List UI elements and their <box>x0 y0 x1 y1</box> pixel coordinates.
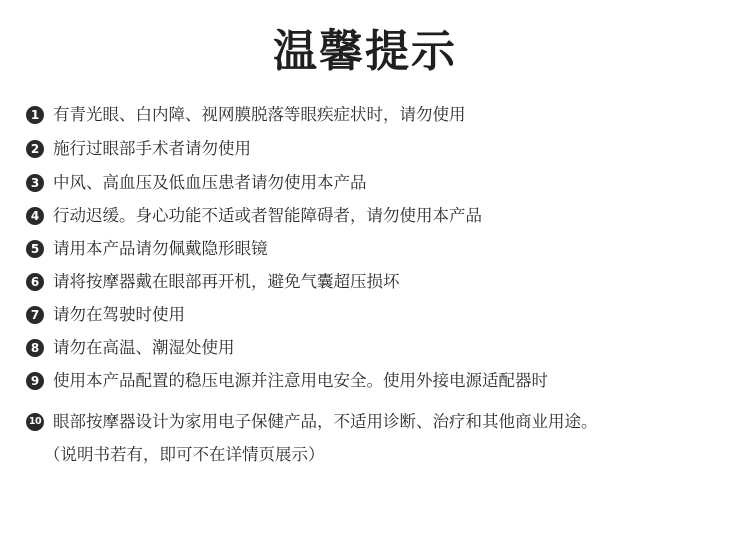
notice-text: 有青光眼、白内障、视网膜脱落等眼疾症状时，请勿使用 <box>53 105 466 124</box>
number-marker: 5 <box>26 240 44 258</box>
number-marker: 4 <box>26 207 44 225</box>
notice-text: 行动迟缓。身心功能不适或者智能障碍者，请勿使用本产品 <box>53 206 482 225</box>
notice-text: 施行过眼部手术者请勿使用 <box>53 139 251 158</box>
notice-item-8 <box>26 335 235 361</box>
number-marker: 2 <box>26 140 44 158</box>
notice-item-2 <box>26 136 251 162</box>
notice-text: 请将按摩器戴在眼部再开机，避免气囊超压损坏 <box>53 272 400 291</box>
notice-item-6 <box>26 269 400 295</box>
notice-text: 眼部按摩器设计为家用电子保健产品，不适用诊断、治疗和其他商业用途。 <box>53 412 598 431</box>
notice-text: 中风、高血压及低血压患者请勿使用本产品 <box>53 173 367 192</box>
number-marker: 10 <box>26 413 44 431</box>
notice-text: 请用本产品请勿佩戴隐形眼镜 <box>53 239 268 258</box>
notice-item-9 <box>26 368 548 394</box>
number-marker: 1 <box>26 106 44 124</box>
footnote: （说明书若有，即可不在详情页展示） <box>44 445 325 464</box>
notice-text: 请勿在高温、潮湿处使用 <box>53 338 235 357</box>
number-marker: 8 <box>26 339 44 357</box>
notice-item-4 <box>26 203 482 229</box>
notice-item-3 <box>26 170 367 196</box>
notice-text: 使用本产品配置的稳压电源并注意用电安全。使用外接电源适配器时 <box>53 371 548 390</box>
notice-text: 请勿在驾驶时使用 <box>53 305 185 324</box>
number-marker: 6 <box>26 273 44 291</box>
notice-item-5 <box>26 236 268 262</box>
notice-item-7 <box>26 302 185 328</box>
number-marker: 3 <box>26 174 44 192</box>
number-marker: 9 <box>26 372 44 390</box>
number-marker: 7 <box>26 306 44 324</box>
notice-item-1 <box>26 102 466 128</box>
notice-item-10 <box>26 409 598 435</box>
page-title: 温馨提示 <box>273 26 457 77</box>
